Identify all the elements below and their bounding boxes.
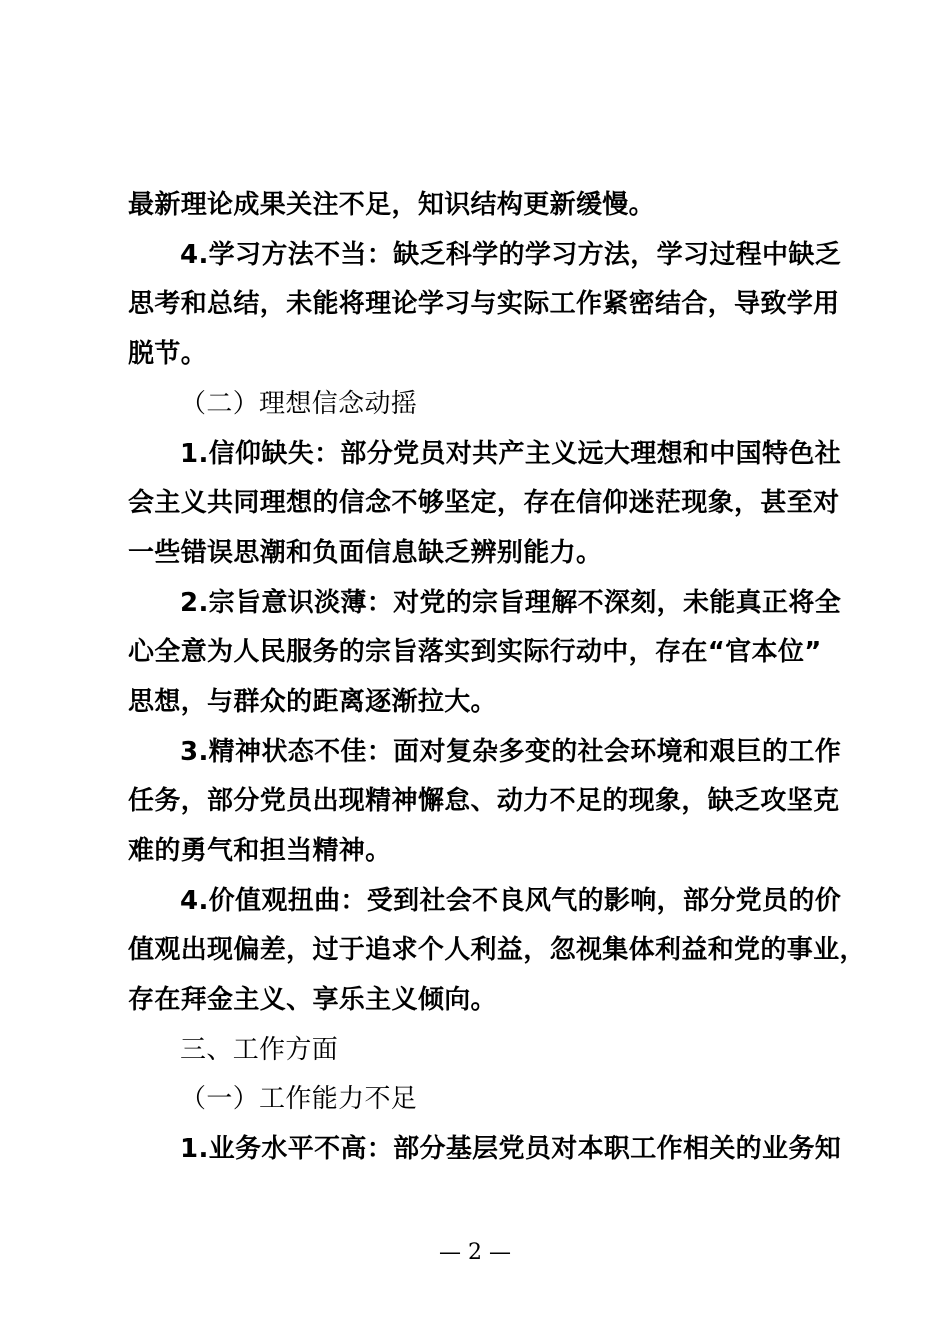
paragraph-line: 2.宗旨意识淡薄：对党的宗旨理解不深刻，未能真正将全 — [180, 588, 842, 618]
paragraph-line: 4.学习方法不当：缺乏科学的学习方法，学习过程中缺乏 — [180, 240, 842, 270]
paragraph-line: 1.业务水平不高：部分基层党员对本职工作相关的业务知 — [180, 1134, 842, 1164]
paragraph-line: 心全意为人民服务的宗旨落实到实际行动中，存在“官本位” — [128, 637, 822, 667]
page-number: — 2 — — [439, 1240, 511, 1265]
section-heading: （二）理想信念动摇 — [180, 389, 418, 419]
paragraph-line: 一些错误思潮和负面信息缺乏辨别能力。 — [128, 538, 603, 568]
paragraph-line: 会主义共同理想的信念不够坚定，存在信仰迷茫现象，甚至对 — [128, 488, 840, 518]
paragraph-line: 值观出现偏差，过于追求个人利益，忽视集体利益和党的事业， — [128, 935, 866, 965]
paragraph-line: 脱节。 — [128, 339, 208, 369]
paragraph-line: 1.信仰缺失：部分党员对共产主义远大理想和中国特色社 — [180, 439, 842, 469]
paragraph-line: 4.价值观扭曲：受到社会不良风气的影响，部分党员的价 — [180, 886, 842, 916]
paragraph-line: 任务，部分党员出现精神懈怠、动力不足的现象，缺乏攻坚克 — [128, 786, 840, 816]
paragraph-line: 思想，与群众的距离逐渐拉大。 — [128, 687, 497, 717]
paragraph-line: 最新理论成果关注不足，知识结构更新缓慢。 — [128, 190, 656, 220]
section-heading: 三、工作方面 — [180, 1035, 339, 1065]
section-heading: （一）工作能力不足 — [180, 1084, 418, 1114]
paragraph-line: 存在拜金主义、享乐主义倾向。 — [128, 985, 497, 1015]
paragraph-line: 3.精神状态不佳：面对复杂多变的社会环境和艰巨的工作 — [180, 737, 842, 767]
paragraph-line: 思考和总结，未能将理论学习与实际工作紧密结合，导致学用 — [128, 289, 840, 319]
paragraph-line: 难的勇气和担当精神。 — [128, 836, 392, 866]
